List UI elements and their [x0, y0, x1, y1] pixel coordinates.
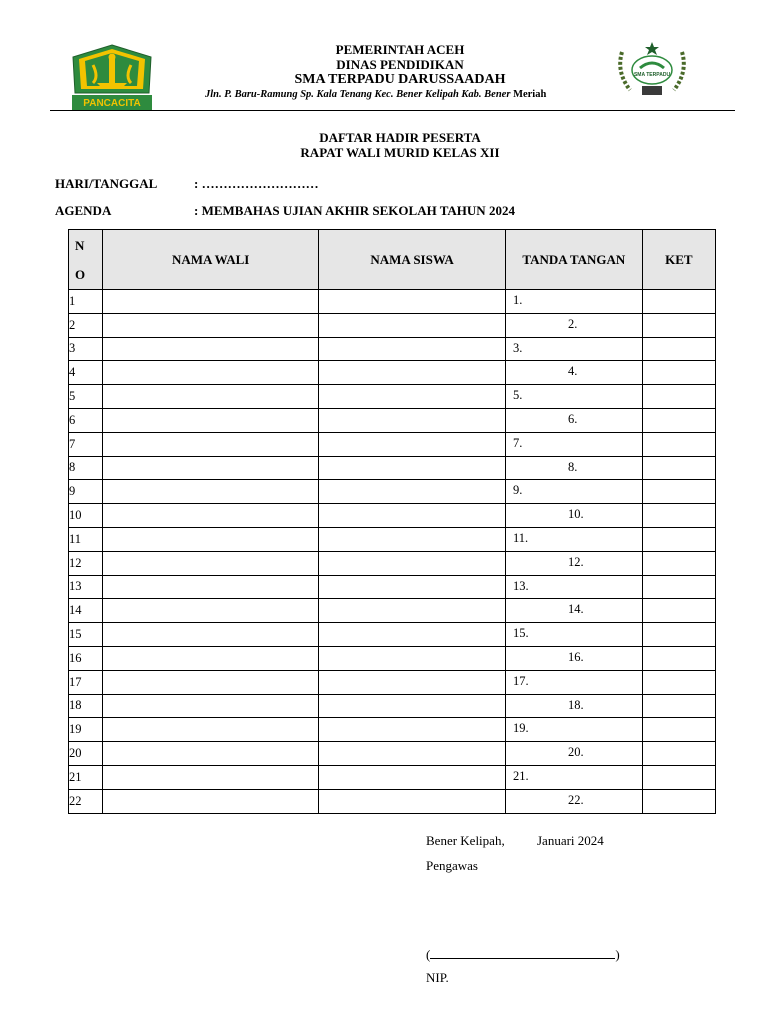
nama-siswa-cell: [319, 408, 506, 432]
tanda-tangan-cell: [506, 527, 643, 551]
signature-date: Januari 2024: [537, 833, 604, 848]
nama-wali-cell: [103, 551, 319, 575]
table-row: [69, 670, 716, 694]
ket-cell: [642, 551, 715, 575]
tanda-tangan-cell: [506, 432, 643, 456]
tanda-tangan-cell: [506, 385, 643, 409]
nama-siswa-cell: [319, 599, 506, 623]
signature-number: 3.: [513, 340, 523, 355]
pancacita-text: PANCACITA: [83, 98, 141, 109]
nama-wali-cell: [103, 646, 319, 670]
signature-blank: [430, 946, 615, 959]
nama-siswa-cell: [319, 456, 506, 480]
signature-number: 2.: [568, 316, 578, 331]
tanda-tangan-cell: [506, 694, 643, 718]
signature-role: Pengawas: [426, 858, 478, 873]
signature-number: 18.: [568, 697, 584, 712]
nama-siswa-cell: [319, 765, 506, 789]
table-row: [69, 432, 716, 456]
document-title: DAFTAR HADIR PESERTA: [319, 130, 481, 145]
tanda-tangan-cell: [506, 623, 643, 647]
row-number-cell: 20: [69, 742, 103, 766]
row-number-cell: 18: [69, 694, 103, 718]
row-number-cell: 5: [69, 385, 103, 409]
row-number-cell: 16: [69, 646, 103, 670]
signature-name-line: [426, 946, 620, 963]
nama-siswa-cell: [319, 361, 506, 385]
signature-number: 14.: [568, 602, 584, 617]
row-number-cell: 11: [69, 527, 103, 551]
table-row: [69, 361, 716, 385]
sma-terpadu-text: SMA TERPADU: [633, 72, 671, 78]
table-row: [69, 646, 716, 670]
ket-cell: [642, 694, 715, 718]
row-number-cell: 9: [69, 480, 103, 504]
tanda-tangan-cell: [506, 504, 643, 528]
nama-siswa-cell: [319, 718, 506, 742]
table-row: [69, 313, 716, 337]
nama-wali-cell: [103, 575, 319, 599]
ket-cell: [642, 646, 715, 670]
ket-cell: [642, 575, 715, 599]
nama-wali-cell: [103, 789, 319, 813]
row-number-cell: 13: [69, 575, 103, 599]
ket-cell: [642, 385, 715, 409]
table-row: [69, 789, 716, 813]
header-nama-wali: NAMA WALI: [103, 230, 319, 290]
address-italic: Jln. P. Baru-Ramung Sp. Kala Tenang Kec. Bener Kelipah Kab. Bener: [205, 89, 511, 100]
tanda-tangan-cell: [506, 670, 643, 694]
aceh-emblem-logo: [69, 43, 155, 111]
nama-wali-cell: [103, 694, 319, 718]
tanda-tangan-cell: [506, 408, 643, 432]
nama-wali-cell: [103, 385, 319, 409]
ket-cell: [642, 480, 715, 504]
nama-siswa-cell: [319, 646, 506, 670]
nama-wali-cell: [103, 337, 319, 361]
signature-number: 4.: [568, 364, 578, 379]
row-number-cell: 22: [69, 789, 103, 813]
date-label: HARI/TANGGAL: [55, 176, 158, 191]
table-row: [69, 551, 716, 575]
row-number-cell: 15: [69, 623, 103, 647]
signature-number: 8.: [568, 459, 578, 474]
tanda-tangan-cell: [506, 551, 643, 575]
ket-cell: [642, 337, 715, 361]
nama-wali-cell: [103, 290, 319, 314]
table-row: [69, 575, 716, 599]
signature-number: 15.: [513, 626, 529, 641]
nama-wali-cell: [103, 599, 319, 623]
table-row: [69, 385, 716, 409]
nama-siswa-cell: [319, 385, 506, 409]
table-row: [69, 290, 716, 314]
row-number-cell: 3: [69, 337, 103, 361]
attendance-table: [68, 229, 716, 814]
agenda-label: AGENDA: [55, 203, 112, 218]
signature-number: 11.: [513, 530, 529, 545]
tanda-tangan-cell: [506, 646, 643, 670]
row-number-cell: 8: [69, 456, 103, 480]
tanda-tangan-cell: [506, 456, 643, 480]
tanda-tangan-cell: [506, 480, 643, 504]
header-no-line2: O: [75, 266, 86, 282]
signature-number: 10.: [568, 507, 584, 522]
nama-wali-cell: [103, 480, 319, 504]
signature-number: 5.: [513, 388, 523, 403]
nama-siswa-cell: [319, 527, 506, 551]
nama-wali-cell: [103, 313, 319, 337]
nama-wali-cell: [103, 718, 319, 742]
table-row: [69, 408, 716, 432]
tanda-tangan-cell: [506, 313, 643, 337]
signature-number: 20.: [568, 745, 584, 760]
nama-siswa-cell: [319, 551, 506, 575]
ket-cell: [642, 718, 715, 742]
ket-cell: [642, 789, 715, 813]
table-row: [69, 623, 716, 647]
signature-number: 9.: [513, 483, 523, 498]
nama-siswa-cell: [319, 504, 506, 528]
signature-place: Bener Kelipah,: [426, 833, 505, 848]
table-row: [69, 480, 716, 504]
nama-siswa-cell: [319, 623, 506, 647]
letterhead-line-2: DINAS PENDIDIKAN: [336, 57, 464, 72]
agenda-value: : MEMBAHAS UJIAN AKHIR SEKOLAH TAHUN 2024: [194, 203, 515, 218]
ket-cell: [642, 765, 715, 789]
ket-cell: [642, 361, 715, 385]
signature-number: 12.: [568, 554, 584, 569]
nama-siswa-cell: [319, 337, 506, 361]
row-number-cell: 17: [69, 670, 103, 694]
ket-cell: [642, 313, 715, 337]
header-ket: KET: [642, 230, 715, 290]
row-number-cell: 10: [69, 504, 103, 528]
table-header-row: [69, 230, 716, 290]
nama-siswa-cell: [319, 432, 506, 456]
tanda-tangan-cell: [506, 718, 643, 742]
signature-number: 16.: [568, 649, 584, 664]
ket-cell: [642, 290, 715, 314]
nama-siswa-cell: [319, 313, 506, 337]
nama-siswa-cell: [319, 290, 506, 314]
signature-number: 6.: [568, 411, 578, 426]
nama-wali-cell: [103, 527, 319, 551]
nama-siswa-cell: [319, 789, 506, 813]
document-subtitle: RAPAT WALI MURID KELAS XII: [300, 145, 500, 160]
table-row: [69, 599, 716, 623]
signature-number: 22.: [568, 792, 584, 807]
ket-cell: [642, 408, 715, 432]
table-row: [69, 337, 716, 361]
ket-cell: [642, 504, 715, 528]
nama-wali-cell: [103, 670, 319, 694]
tanda-tangan-cell: [506, 290, 643, 314]
row-number-cell: 7: [69, 432, 103, 456]
tanda-tangan-cell: [506, 742, 643, 766]
table-row: [69, 456, 716, 480]
nama-siswa-cell: [319, 742, 506, 766]
signature-number: 21.: [513, 768, 529, 783]
row-number-cell: 12: [69, 551, 103, 575]
signature-number: 19.: [513, 721, 529, 736]
ket-cell: [642, 456, 715, 480]
close-paren: ): [615, 947, 620, 962]
ket-cell: [642, 599, 715, 623]
ket-cell: [642, 670, 715, 694]
tanda-tangan-cell: [506, 789, 643, 813]
nama-wali-cell: [103, 456, 319, 480]
row-number-cell: 6: [69, 408, 103, 432]
header-no: [69, 230, 103, 290]
nama-wali-cell: [103, 408, 319, 432]
row-number-cell: 14: [69, 599, 103, 623]
nama-siswa-cell: [319, 575, 506, 599]
ket-cell: [642, 742, 715, 766]
letterhead-school-name: SMA TERPADU DARUSSAADAH: [294, 72, 506, 87]
signature-number: 1.: [513, 293, 523, 307]
row-number-cell: 1: [69, 290, 103, 314]
header-tanda-tangan: TANDA TANGAN: [506, 230, 643, 290]
nama-wali-cell: [103, 742, 319, 766]
header-nama-siswa: NAMA SISWA: [319, 230, 506, 290]
table-row: [69, 504, 716, 528]
nama-siswa-cell: [319, 670, 506, 694]
nama-siswa-cell: [319, 694, 506, 718]
signature-number: 7.: [513, 435, 523, 450]
tanda-tangan-cell: [506, 575, 643, 599]
row-number-cell: 19: [69, 718, 103, 742]
nama-siswa-cell: [319, 480, 506, 504]
tanda-tangan-cell: [506, 765, 643, 789]
ket-cell: [642, 623, 715, 647]
row-number-cell: 4: [69, 361, 103, 385]
signature-number: 17.: [513, 673, 529, 688]
signature-number: 13.: [513, 578, 529, 593]
row-number-cell: 2: [69, 313, 103, 337]
nama-wali-cell: [103, 765, 319, 789]
table-row: [69, 718, 716, 742]
date-value: : ………………………: [194, 176, 319, 191]
table-row: [69, 742, 716, 766]
letterhead-divider: [50, 110, 735, 111]
letterhead-address: [205, 89, 605, 100]
letterhead-line-1: PEMERINTAH ACEH: [335, 42, 465, 57]
nama-wali-cell: [103, 432, 319, 456]
table-row: [69, 694, 716, 718]
nama-wali-cell: [103, 504, 319, 528]
nama-wali-cell: [103, 361, 319, 385]
table-row: [69, 527, 716, 551]
open-paren: (: [426, 947, 431, 962]
tanda-tangan-cell: [506, 337, 643, 361]
tanda-tangan-cell: [506, 361, 643, 385]
signature-nip: NIP.: [426, 970, 449, 985]
ket-cell: [642, 527, 715, 551]
ket-cell: [642, 432, 715, 456]
table-row: [69, 765, 716, 789]
header-no-line1: N: [75, 237, 85, 253]
row-number-cell: 21: [69, 765, 103, 789]
address-tail: Meriah: [513, 89, 547, 100]
tanda-tangan-cell: [506, 599, 643, 623]
nama-wali-cell: [103, 623, 319, 647]
